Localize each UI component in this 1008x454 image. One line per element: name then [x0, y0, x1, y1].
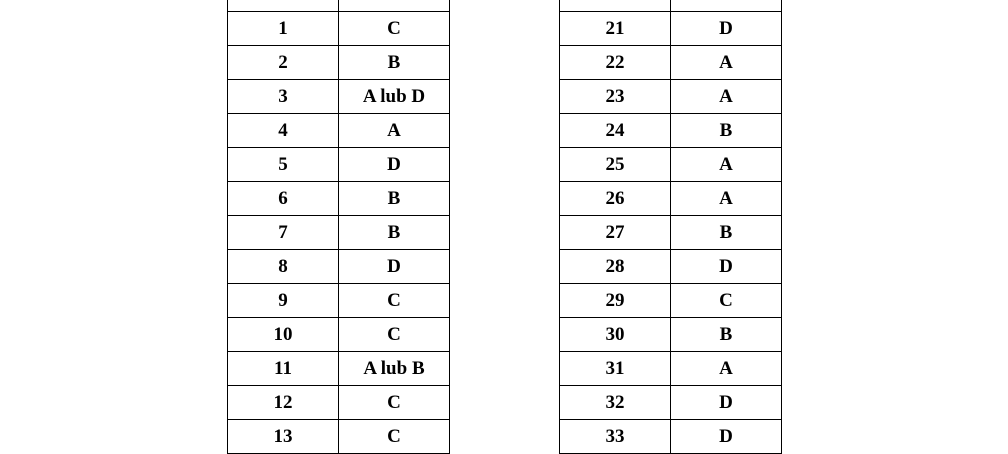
table-row	[228, 386, 450, 420]
answer-cell: D	[671, 12, 782, 46]
table-row	[560, 250, 782, 284]
table-row	[560, 114, 782, 148]
answer-cell: D	[671, 250, 782, 284]
question-number-cell: 2	[228, 46, 339, 80]
question-number-cell	[560, 0, 671, 12]
question-number-cell: 3	[228, 80, 339, 114]
question-number-cell: 26	[560, 182, 671, 216]
table-row	[560, 318, 782, 352]
answer-cell: A	[671, 80, 782, 114]
table-row	[560, 420, 782, 454]
answer-cell: B	[339, 216, 450, 250]
question-number-cell: 7	[228, 216, 339, 250]
table-row	[228, 250, 450, 284]
answer-cell: A	[339, 114, 450, 148]
answer-cell: A	[671, 148, 782, 182]
answer-cell: C	[339, 420, 450, 454]
answer-cell: C	[339, 386, 450, 420]
answer-cell: B	[671, 216, 782, 250]
answer-cell: C	[339, 318, 450, 352]
question-number-cell: 1	[228, 12, 339, 46]
question-number-cell: 25	[560, 148, 671, 182]
question-number-cell: 29	[560, 284, 671, 318]
answer-cell	[339, 0, 450, 12]
question-number-cell: 27	[560, 216, 671, 250]
table-row	[560, 284, 782, 318]
question-number-cell: 31	[560, 352, 671, 386]
question-number-cell: 13	[228, 420, 339, 454]
answer-cell: D	[671, 420, 782, 454]
table-row	[560, 12, 782, 46]
answer-cell: B	[339, 182, 450, 216]
table-row	[228, 284, 450, 318]
table-row	[560, 216, 782, 250]
question-number-cell: 9	[228, 284, 339, 318]
question-number-cell: 21	[560, 12, 671, 46]
table-row	[560, 386, 782, 420]
answer-cell: C	[671, 284, 782, 318]
answer-cell: A	[671, 352, 782, 386]
table-row	[228, 12, 450, 46]
answer-cell	[671, 0, 782, 12]
table-row	[228, 420, 450, 454]
question-number-cell: 23	[560, 80, 671, 114]
table-row	[228, 318, 450, 352]
table-row	[228, 352, 450, 386]
answer-table-right	[559, 0, 782, 454]
table-row	[228, 46, 450, 80]
question-number-cell	[228, 0, 339, 12]
table-row	[560, 46, 782, 80]
answer-cell: C	[339, 12, 450, 46]
table-row	[228, 80, 450, 114]
answer-cell: C	[339, 284, 450, 318]
table-row	[228, 114, 450, 148]
question-number-cell: 11	[228, 352, 339, 386]
table-row	[560, 148, 782, 182]
table-row	[560, 80, 782, 114]
table-row	[228, 182, 450, 216]
question-number-cell: 4	[228, 114, 339, 148]
answer-table-right-body	[560, 0, 782, 454]
table-row	[560, 0, 782, 12]
question-number-cell: 30	[560, 318, 671, 352]
answer-cell: D	[339, 148, 450, 182]
question-number-cell: 10	[228, 318, 339, 352]
question-number-cell: 8	[228, 250, 339, 284]
answer-cell: A	[671, 182, 782, 216]
answer-cell: B	[339, 46, 450, 80]
table-row	[560, 182, 782, 216]
answer-table-left	[227, 0, 450, 454]
answer-table-left-body	[228, 0, 450, 454]
question-number-cell: 28	[560, 250, 671, 284]
question-number-cell: 32	[560, 386, 671, 420]
answer-cell: B	[671, 318, 782, 352]
table-row	[228, 0, 450, 12]
answer-cell: D	[339, 250, 450, 284]
question-number-cell: 12	[228, 386, 339, 420]
question-number-cell: 24	[560, 114, 671, 148]
answer-cell: A	[671, 46, 782, 80]
table-row	[228, 216, 450, 250]
question-number-cell: 22	[560, 46, 671, 80]
question-number-cell: 33	[560, 420, 671, 454]
question-number-cell: 6	[228, 182, 339, 216]
table-row	[228, 148, 450, 182]
answer-cell: B	[671, 114, 782, 148]
table-row	[560, 352, 782, 386]
answer-cell: A lub B	[339, 352, 450, 386]
question-number-cell: 5	[228, 148, 339, 182]
answer-cell: D	[671, 386, 782, 420]
answer-cell: A lub D	[339, 80, 450, 114]
